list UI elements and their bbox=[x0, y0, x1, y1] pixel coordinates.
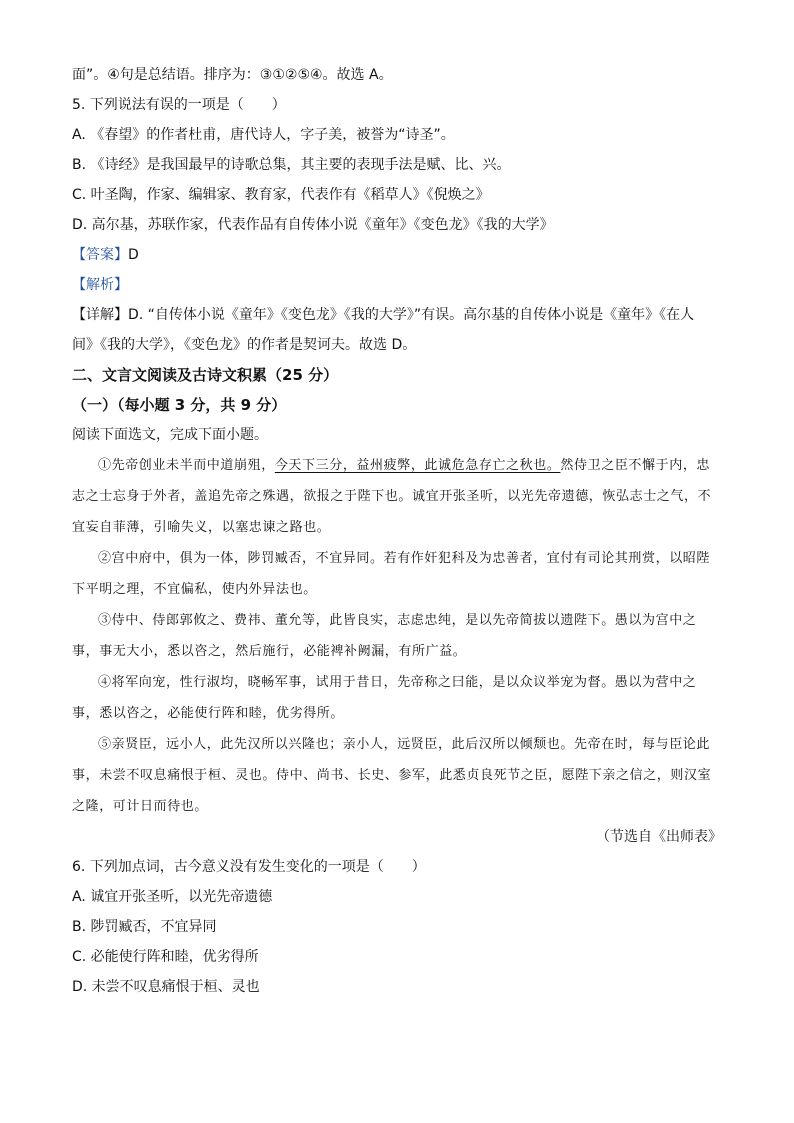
question-5-option-b: B. 《诗经》是我国最早的诗歌总集，其主要的表现手法是赋、比、兴。 bbox=[72, 157, 511, 173]
section-2-title: 二、文言文阅读及古诗文积累（25 分） bbox=[72, 366, 339, 384]
reading-instruction: 阅读下面选文，完成下面小题。 bbox=[72, 427, 268, 443]
question-6-option-c: C. 必能使行阵和睦，优劣得所 bbox=[72, 949, 259, 965]
question-5-stem: 5. 下列说法有误的一项是（ ） bbox=[72, 97, 286, 113]
detail-text-line1: D. “自传体小说《童年》《变色龙》《我的大学》”有误。高尔基的自传体小说是《童年》《在人 bbox=[128, 307, 695, 323]
question-5-option-c: C. 叶圣陶，作家、编辑家、教育家，代表作有《稻草人》《倪焕之》 bbox=[72, 187, 490, 203]
detail-row bbox=[72, 300, 722, 330]
question-6-option-a: A. 诚宜开张圣听，以光先帝遗德 bbox=[72, 889, 273, 905]
p1-post: 然侍卫之臣不懈于内，忠志之士忘身于外者，盖追先帝之殊遇，欲报之于陛下也。诚宜开张圣听，以光先帝遗德，恢弘志士之气，不宜妄自菲薄，引喻失义，以塞忠谏之路也。 bbox=[72, 458, 712, 535]
question-6-stem: 6. 下列加点词，古今意义没有发生变化的一项是（ ） bbox=[72, 859, 426, 875]
p1-pre: ①先帝创业未半而中道崩殂， bbox=[98, 458, 275, 473]
passage-paragraph-4: ④将军向宠，性行淑均，晓畅军事，试用于昔日，先帝称之曰能，是以众议举宠为督。愚以为营中之事，悉以咨之，必能使行阵和睦，优劣得所。 bbox=[72, 675, 697, 721]
passage-source: （节选自《出师表》 bbox=[596, 829, 722, 845]
answer-tag: 【答案】 bbox=[72, 247, 128, 263]
previous-answer-tail: 面”。④句是总结语。排序为：③①②⑤④。故选 A。 bbox=[72, 67, 393, 83]
analysis-row bbox=[72, 270, 722, 300]
analysis-tag: 【解析】 bbox=[72, 277, 128, 293]
passage-paragraph-3: ③侍中、侍郎郭攸之、费祎、董允等，此皆良实，志虑忠纯，是以先帝简拔以遗陛下。愚以为宫中之事，事无大小，悉以咨之，然后施行，必能裨补阙漏，有所广益。 bbox=[72, 613, 697, 659]
section-2-subtitle: （一）（每小题 3 分，共 9 分） bbox=[72, 396, 287, 414]
question-6-option-b: B. 陟罚臧否，不宜异同 bbox=[72, 919, 217, 935]
question-5-option-d: D. 高尔基，苏联作家，代表作品有自传体小说《童年》《变色龙》《我的大学》 bbox=[72, 217, 554, 233]
passage-paragraph-1 bbox=[72, 450, 722, 543]
p1-underlined: 今天下三分，益州疲弊，此诚危急存亡之秋也。 bbox=[274, 458, 561, 473]
answer-value: D bbox=[128, 247, 139, 263]
detail-tag: 【详解】 bbox=[72, 307, 128, 323]
passage-paragraph-5: ⑤亲贤臣，远小人，此先汉所以兴隆也；亲小人，远贤臣，此后汉所以倾颓也。先帝在时，每与臣论此事，未尝不叹息痛恨于桓、灵也。侍中、尚书、长史、参军，此悉贞良死节之臣，愿陛下亲之信之，则汉室之隆，可计日而待也。 bbox=[72, 737, 712, 814]
document-page bbox=[72, 60, 722, 1002]
passage-paragraph-2: ②宫中府中，俱为一体，陟罚臧否，不宜异同。若有作奸犯科及为忠善者，宜付有司论其刑赏，以昭陛下平明之理，不宜偏私，使内外异法也。 bbox=[72, 551, 711, 597]
answer-row bbox=[72, 240, 722, 270]
question-6-option-d: D. 未尝不叹息痛恨于桓、灵也 bbox=[72, 979, 260, 995]
detail-text-line2: 间》《我的大学》，《变色龙》的作者是契诃夫。故选 D。 bbox=[72, 337, 417, 353]
question-5-option-a: A. 《春望》的作者杜甫，唐代诗人，字子美，被誉为“诗圣”。 bbox=[72, 127, 455, 143]
